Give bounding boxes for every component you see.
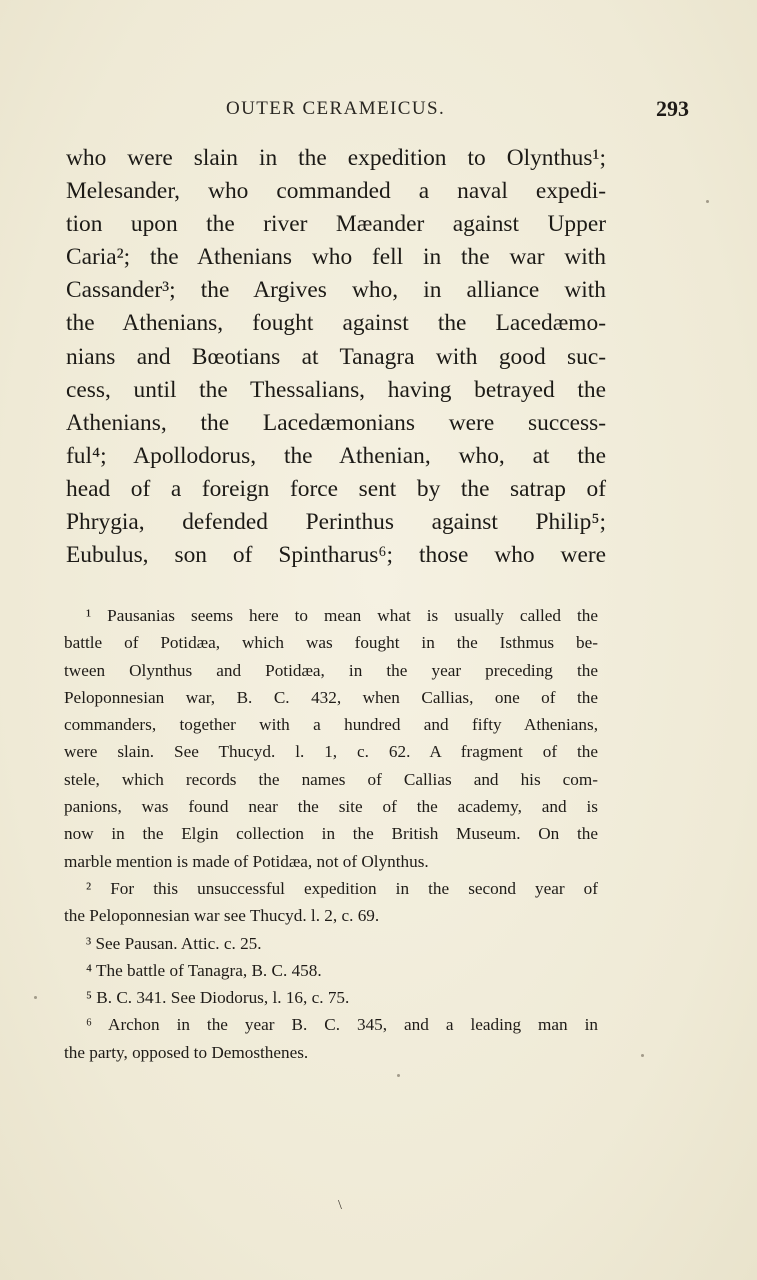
running-head: OUTER CERAMEICUS. [226,98,446,119]
footnote-line: ⁵ B. C. 341. See Diodorus, l. 16, c. 75. [86,988,350,1008]
body-line: Athenians, the Lacedæmonians were success- [66,409,606,436]
body-line: who were slain in the expedition to Olynthus¹; [66,145,606,171]
footnote-line: tween Olynthus and Potidæa, in the year preceding the [64,660,598,680]
body-line: nians and Bœotians at Tanagra with good suc- [66,343,606,370]
paper-speck [706,200,709,203]
body-line: Eubulus, son of Spintharus⁶; those who were [66,542,606,569]
footnote-line: ³ See Pausan. Attic. c. 25. [86,933,262,953]
body-line: ful⁴; Apollodorus, the Athenian, who, at the [66,442,606,469]
footnote-line: ¹ Pausanias seems here to mean what is usually called the [86,606,598,625]
footnote-line: stele, which records the names of Callias and his com- [64,769,598,789]
paper-speck [397,1074,400,1077]
footnotes [64,602,598,1066]
footnote-line: ⁴ The battle of Tanagra, B. C. 458. [86,960,322,980]
footnote-line: now in the Elgin collection in the British Museum. On the [64,824,598,844]
body-line: Caria²; the Athenians who fell in the war with [66,244,606,271]
footnote-line: panions, was found near the site of the academy, and is [64,797,598,817]
body-line: Cassander³; the Argives who, in alliance with [66,277,606,304]
paper-speck [641,1054,644,1057]
footnote-line: battle of Potidæa, which was fought in the Isthmus be- [64,633,598,653]
body-line: head of a foreign force sent by the satrap of [66,475,606,502]
footnote-line: marble mention is made of Potidæa, not of Olynthus. [64,851,429,871]
paper-speck [34,996,37,999]
footnote-line: the party, opposed to Demosthenes. [64,1042,309,1062]
body-line: Melesander, who commanded a naval expedi- [66,178,606,205]
footnote-line: the Peloponnesian war see Thucyd. l. 2, c. 69. [64,906,380,926]
main-text [66,142,606,572]
page-number: 293 [656,96,689,121]
body-line: the Athenians, fought against the Lacedæmo- [66,310,606,337]
footnote-line: ⁶ Archon in the year B. C. 345, and a leading man in [86,1015,598,1035]
body-line: cess, until the Thessalians, having betrayed the [66,376,606,403]
page-header [0,98,757,126]
footnote-line: ² For this unsuccessful expedition in the second year of [86,878,598,898]
body-line: Phrygia, defended Perinthus against Philip⁵; [66,509,606,536]
footnote-line: commanders, together with a hundred and fifty Athenians, [64,715,598,735]
body-line: tion upon the river Mæander against Upper [66,211,606,238]
stray-mark: \ [338,1198,342,1213]
footnote-line: Peloponnesian war, B. C. 432, when Callias, one of the [64,687,598,707]
footnote-line: were slain. See Thucyd. l. 1, c. 62. A fragment of the [64,742,598,762]
